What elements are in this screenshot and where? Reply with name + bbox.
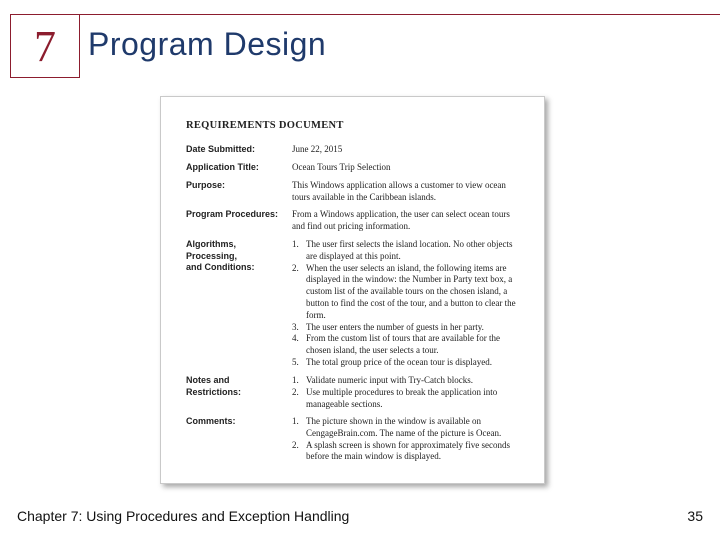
list-item	[292, 416, 522, 440]
list-text: The user enters the number of guests in her party.	[306, 321, 484, 332]
list-number: 1.	[292, 239, 299, 249]
list-text: The picture shown in the window is available on CengageBrain.com. The name of the picture is Ocean.	[306, 416, 502, 438]
list-text: Use multiple procedures to break the application into manageable sections.	[306, 386, 498, 409]
date-value: June 22, 2015	[292, 144, 343, 154]
list-number: 5.	[292, 356, 299, 367]
list-item	[292, 440, 522, 464]
list-item	[292, 263, 522, 322]
algorithms-label-line-1: Algorithms,	[186, 239, 237, 249]
title-rule	[80, 14, 720, 15]
algorithms-list	[292, 239, 522, 369]
list-text: When the user selects an island, the following items are displayed in the window: the Number in Party text box, a custom list of the available tours on the chosen island, a button to find the cost of the tour, and a button to clear the form.	[306, 262, 516, 320]
list-text: A splash screen is shown for approximately five seconds before the main window is displayed.	[306, 439, 510, 462]
procedures-value: From a Windows application, the user can select ocean tours and find out pricing information.	[292, 209, 510, 231]
list-item	[292, 375, 522, 387]
notes-label-line-2: Restrictions:	[186, 386, 242, 397]
app-title-value: Ocean Tours Trip Selection	[292, 162, 391, 172]
notes-label-line-1: Notes and	[186, 375, 230, 385]
app-title-label: Application Title:	[186, 162, 259, 172]
list-text: The user first selects the island location. No other objects are displayed at this point.	[306, 239, 513, 261]
chapter-number-box	[10, 14, 80, 78]
list-item	[292, 357, 522, 369]
list-number: 3.	[292, 321, 299, 332]
purpose-label: Purpose:	[186, 180, 226, 190]
page-number: 35	[687, 508, 703, 524]
purpose-value: This Windows application allows a customer to view ocean tours available in the Caribbean islands.	[292, 180, 506, 202]
procedures-label: Program Procedures:	[186, 209, 279, 219]
algorithms-label-line-2: Processing,	[186, 250, 238, 261]
list-text: Validate numeric input with Try-Catch blocks.	[306, 375, 473, 385]
list-item	[292, 387, 522, 411]
document-heading: REQUIREMENTS DOCUMENT	[186, 120, 344, 131]
list-item	[292, 322, 522, 334]
list-text: From the custom list of tours that are available for the chosen island, the user selects a tour.	[306, 333, 500, 356]
list-number: 2.	[292, 439, 299, 450]
list-item	[292, 239, 522, 263]
footer-chapter-text: Chapter 7: Using Procedures and Exception Handling	[17, 508, 350, 524]
list-number: 1.	[292, 375, 299, 385]
list-number: 2.	[292, 262, 299, 273]
date-label: Date Submitted:	[186, 144, 256, 154]
list-number: 1.	[292, 416, 299, 426]
algorithms-label	[186, 239, 291, 274]
notes-list	[292, 375, 522, 410]
slide-title: Program Design	[88, 26, 327, 62]
list-number: 2.	[292, 386, 299, 397]
chapter-number: 7	[34, 21, 56, 71]
comments-list	[292, 416, 522, 463]
notes-label	[186, 375, 291, 398]
list-item	[292, 333, 522, 357]
list-number: 4.	[292, 333, 299, 344]
algorithms-label-line-3: and Conditions:	[186, 262, 255, 273]
requirements-document	[160, 96, 545, 484]
comments-label: Comments:	[186, 416, 236, 426]
list-text: The total group price of the ocean tour is displayed.	[306, 356, 492, 367]
